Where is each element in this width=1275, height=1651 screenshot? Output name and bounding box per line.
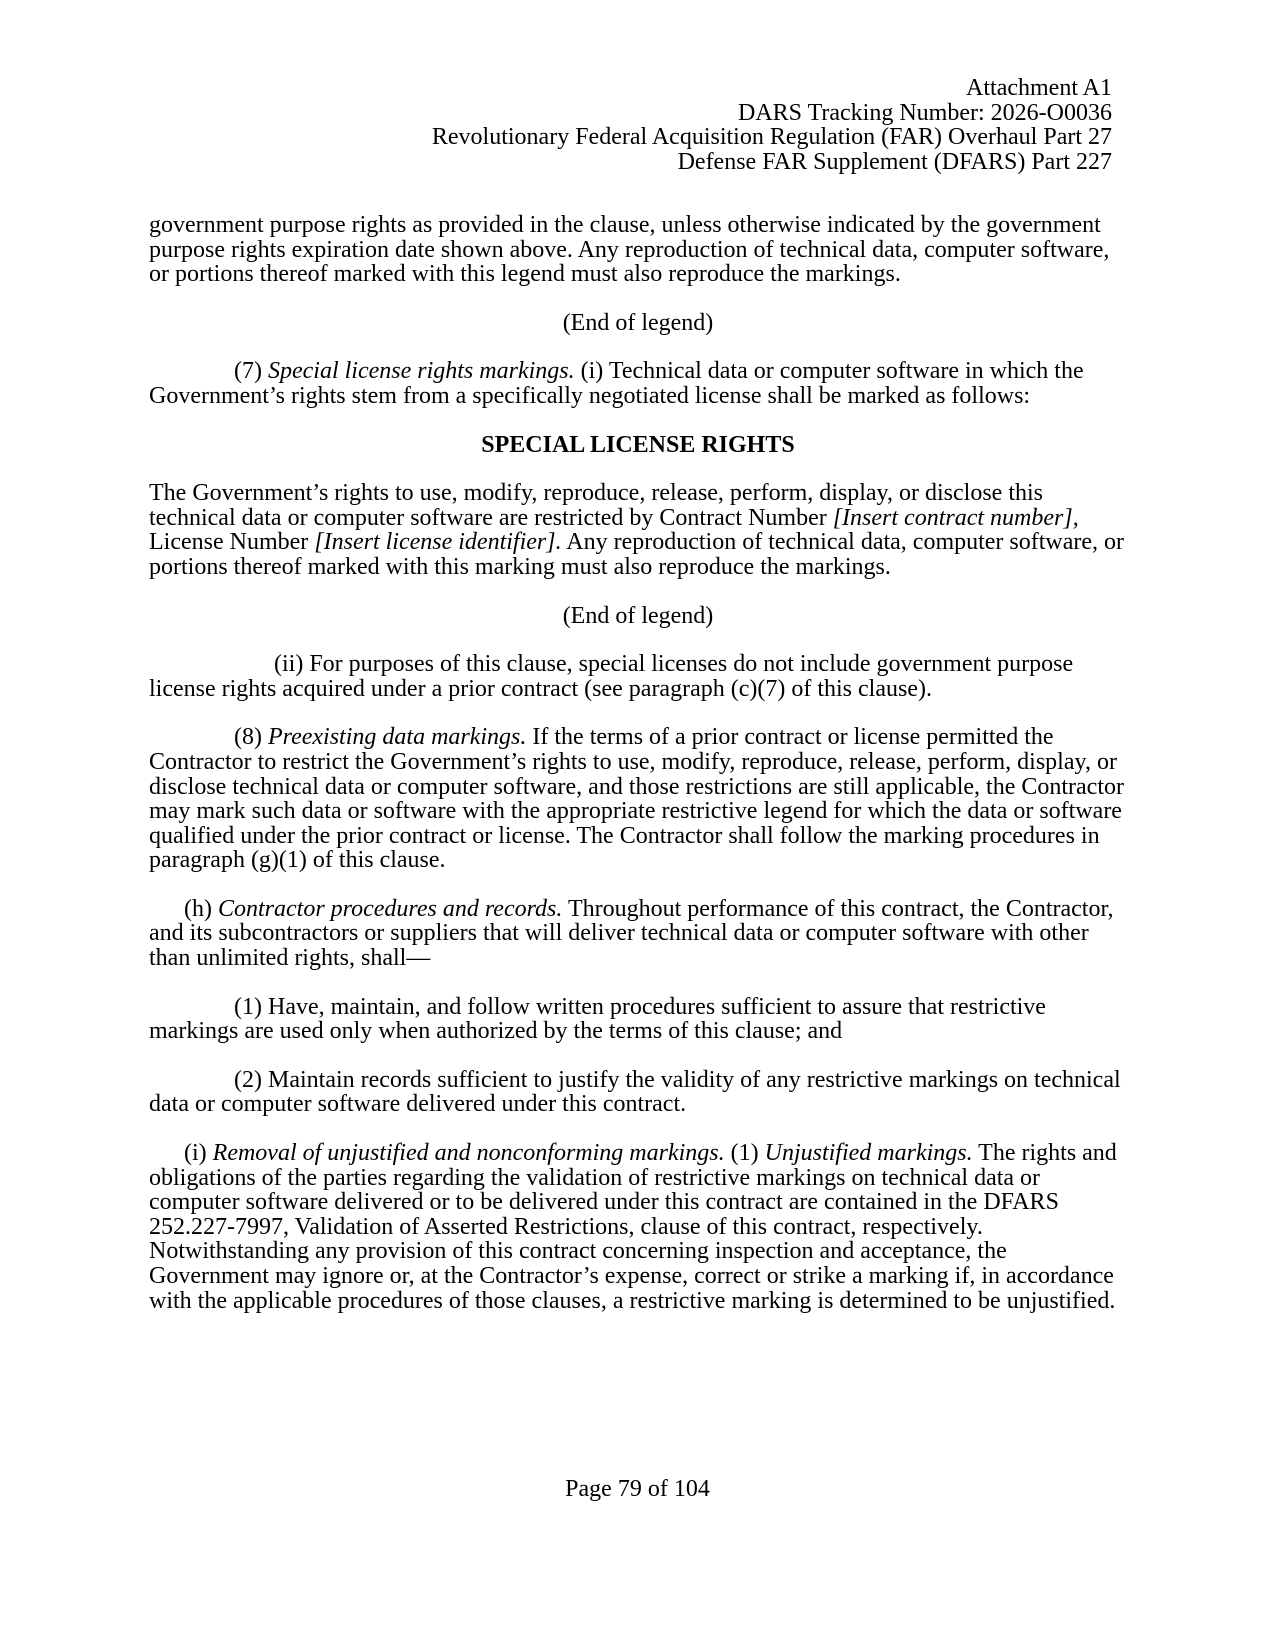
special-license-legend — [149, 481, 1127, 579]
paragraph-i-number: (i) — [184, 1140, 213, 1167]
paragraph-continuation: government purpose rights as provided in the clause, unless otherwise indicated by the government purpose rights expiration date shown above. Any reproduction of technical data, computer software, or portions thereof marked with this legend must also reproduce the markings. — [149, 212, 1110, 288]
legend-license-placeholder: [Insert license identifier]. — [314, 529, 562, 556]
paragraph-7 — [149, 359, 1127, 408]
legend-text-c: License Number — [149, 529, 315, 556]
header-attachment: Attachment A1 — [966, 75, 1112, 101]
paragraph-8-text: If the terms of a prior contract or license permitted the Contractor to restrict the Government’s rights to use, modify, reproduce, release, perform, display, or disclose technical data or computer software, and those restrictions are still applicable, the Contractor may mark such data or software with the appropriate restrictive legend for which the data or software qualified under the prior contract or license. The Contractor shall follow the marking procedures in paragraph (g)(1) of this clause. — [149, 724, 1124, 874]
paragraph-7-title: Special license rights markings. — [267, 358, 575, 385]
end-of-legend-1: (End of legend) — [562, 309, 714, 336]
paragraph-i-text: The rights and obligations of the parties regarding the validation of restrictive markings on technical data or computer software delivered or to be delivered under this contract are contained in the DFARS 252.227-7997, Validation of Asserted Restrictions, clause of this contract, respectively. Notwithstanding any provision of this contract concerning inspection and acceptance, the Government may ignore or, at the Contractor’s expense, correct or strike a marking if, in accordance with the applicable procedures of those clauses, a restrictive marking is determined to be unjustified. — [149, 1140, 1117, 1314]
paragraph-h — [149, 897, 1127, 971]
header-dfars-part: Defense FAR Supplement (DFARS) Part 227 — [677, 148, 1112, 175]
header-tracking-number: DARS Tracking Number: 2026-O0036 — [737, 99, 1112, 126]
paragraph-i — [149, 1141, 1127, 1313]
paragraph-h-title: Contractor procedures and records. — [217, 895, 563, 922]
paragraph-h-2: (2) Maintain records sufficient to justify the validity of any restrictive markings on technical data or computer software delivered under this contract. — [149, 1066, 1121, 1118]
page-number: Page 79 of 104 — [565, 1476, 710, 1502]
legend-contract-placeholder: [Insert contract number], — [832, 504, 1079, 531]
legend-text-a: The Government’s rights to use, modify, reproduce, release, perform, display, or disclose this technical data or computer software are restricted by Contract Number — [149, 480, 1043, 531]
document-body — [149, 213, 1127, 1337]
paragraph-h-text: Throughout performance of this contract, the Contractor, and its subcontractors or suppliers that will deliver technical data or computer software with other than unlimited rights, shall— — [149, 895, 1114, 972]
paragraph-ii: (ii) For purposes of this clause, special licenses do not include government purpose license rights acquired under a prior contract (see paragraph (c)(7) of this clause). — [149, 651, 1074, 702]
header-far-part: Revolutionary Federal Acquisition Regulation (FAR) Overhaul Part 27 — [431, 124, 1112, 151]
paragraph-7-text: (i) Technical data or computer software in which the Government’s rights stem from a specifically negotiated license shall be marked as follows: — [149, 358, 1084, 409]
paragraph-8-number: (8) — [234, 724, 268, 751]
legend-heading: SPECIAL LICENSE RIGHTS — [481, 431, 795, 458]
paragraph-h-1: (1) Have, maintain, and follow written procedures sufficient to assure that restrictive markings are used only when authorized by the terms of this clause; and — [149, 993, 1046, 1045]
paragraph-i-1-title: Unjustified markings. — [764, 1140, 973, 1167]
legend-text-e: Any reproduction of technical data, computer software, or portions thereof marked with this marking must also reproduce the markings. — [149, 529, 1125, 580]
paragraph-8 — [149, 725, 1127, 873]
end-of-legend-2: (End of legend) — [562, 602, 714, 629]
paragraph-7-number: (7) — [234, 358, 268, 385]
paragraph-i-title: Removal of unjustified and nonconforming markings. — [212, 1140, 725, 1167]
page-header — [212, 76, 1112, 174]
paragraph-i-1-number: (1) — [724, 1140, 765, 1167]
paragraph-h-number: (h) — [184, 895, 218, 922]
paragraph-8-title: Preexisting data markings. — [267, 724, 527, 751]
